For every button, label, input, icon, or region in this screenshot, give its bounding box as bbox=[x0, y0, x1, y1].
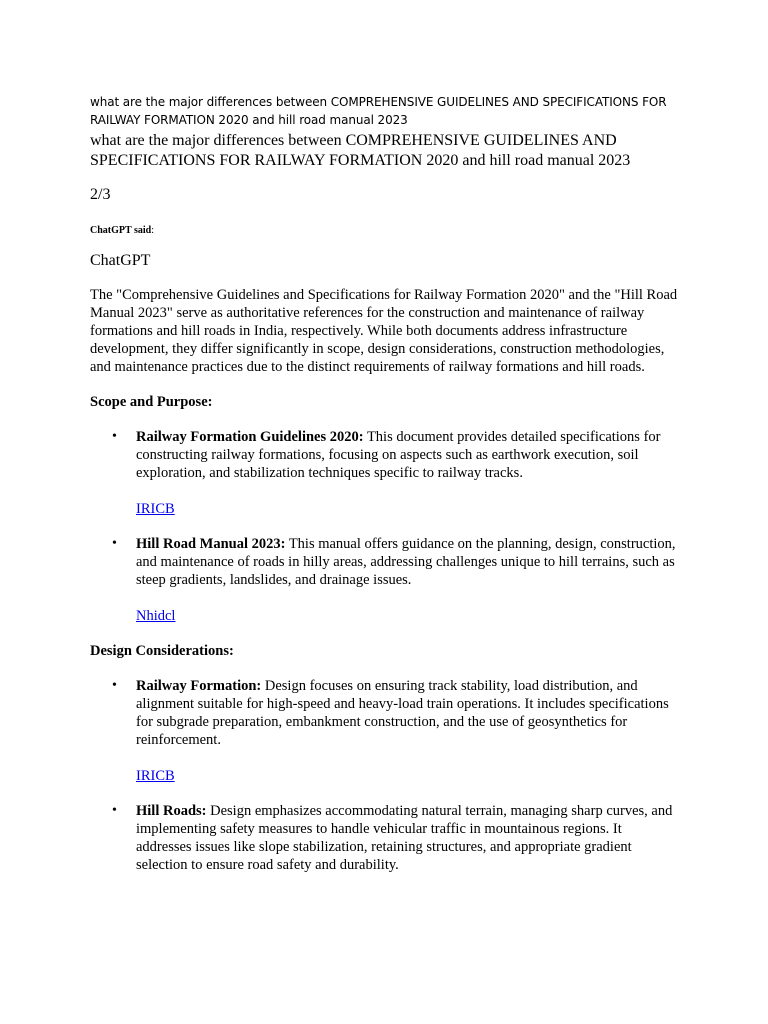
bullet-term: Hill Roads: bbox=[136, 803, 207, 819]
section-heading-design: Design Considerations: bbox=[90, 643, 234, 659]
bullet-term: Railway Formation: bbox=[136, 678, 262, 694]
bullet-list-scope bbox=[90, 428, 680, 625]
user-prompt-small: what are the major differences between COMPREHENSIVE GUIDELINES AND SPECIFICATIONS FOR RAILWAY FORMATION 2020 and hill road manual 2023 bbox=[90, 95, 667, 127]
user-prompt-large: what are the major differences between COMPREHENSIVE GUIDELINES AND SPECIFICATIONS FOR RAILWAY FORMATION 2020 and hill road manual 2023 bbox=[90, 132, 631, 169]
intro-paragraph: The "Comprehensive Guidelines and Specifications for Railway Formation 2020" and the "Hill Road Manual 2023" serve as authoritative references for the construction and maintenance of railway formations and hill roads in India, respectively. While both documents address infrastructure development, they differ significantly in scope, design considerations, construction methodologies, and maintenance practices due to the distinct requirements of railway formations and hill roads. bbox=[90, 287, 678, 375]
source-link-nhidcl[interactable]: Nhidcl bbox=[136, 608, 176, 624]
bullet-icon: • bbox=[112, 429, 117, 444]
bullet-text: Design emphasizes accommodating natural terrain, managing sharp curves, and implementing safety measures to handle vehicular traffic in mountainous regions. It addresses issues like slope stabilization, retaining structures, and appropriate gradient selection to ensure road safety and durability. bbox=[136, 803, 673, 873]
document-page bbox=[90, 93, 680, 891]
assistant-said-text: ChatGPT said bbox=[90, 225, 152, 236]
bullet-text: Design focuses on ensuring track stability, load distribution, and alignment suitable for high-speed and heavy-load train operations. It includes specifications for subgrade preparation, embankment construction, and the use of geosynthetics for reinforcement. bbox=[136, 678, 669, 748]
bullet-list-design bbox=[90, 677, 680, 874]
list-item bbox=[90, 428, 680, 518]
list-item bbox=[90, 535, 680, 625]
bullet-term: Hill Road Manual 2023: bbox=[136, 536, 286, 552]
section-heading-scope: Scope and Purpose: bbox=[90, 394, 213, 410]
response-counter: 2/3 bbox=[90, 186, 111, 203]
list-item bbox=[90, 802, 680, 874]
list-item bbox=[90, 677, 680, 785]
source-link-iricb[interactable]: IRICB bbox=[136, 768, 175, 784]
assistant-said-label bbox=[90, 225, 680, 237]
assistant-said-colon: : bbox=[151, 225, 155, 236]
bullet-text: This manual offers guidance on the planning, design, construction, and maintenance of roads in hilly areas, addressing challenges unique to hill terrains, such as steep gradients, landslides, and drainage issues. bbox=[136, 536, 676, 588]
source-link-iricb[interactable]: IRICB bbox=[136, 501, 175, 517]
bullet-icon: • bbox=[112, 536, 117, 551]
bullet-icon: • bbox=[112, 803, 117, 818]
assistant-name: ChatGPT bbox=[90, 252, 151, 269]
bullet-text: This document provides detailed specifications for constructing railway formations, focusing on aspects such as earthwork execution, soil exploration, and stabilization techniques specific to railway tracks. bbox=[136, 429, 661, 481]
bullet-icon: • bbox=[112, 678, 117, 693]
bullet-term: Railway Formation Guidelines 2020: bbox=[136, 429, 364, 445]
